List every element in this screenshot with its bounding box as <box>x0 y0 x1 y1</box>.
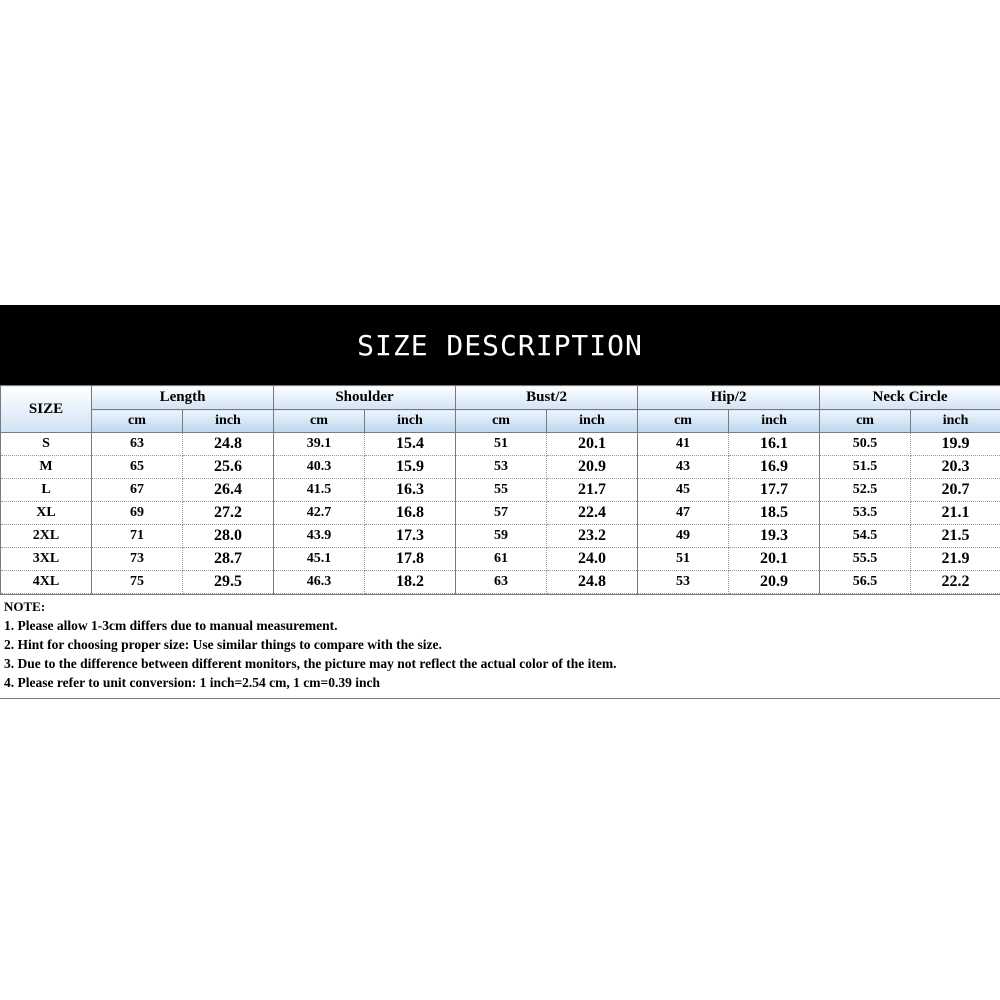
cm-value: 45.1 <box>274 548 365 571</box>
notes-section <box>0 594 1000 699</box>
table-row <box>1 502 1000 525</box>
size-chart <box>0 305 1000 699</box>
inch-value: 16.1 <box>729 433 820 456</box>
table-row <box>1 456 1000 479</box>
cm-value: 47 <box>638 502 729 525</box>
unit-header: inch <box>547 410 638 433</box>
unit-header: inch <box>729 410 820 433</box>
inch-value: 21.1 <box>911 502 1000 525</box>
cm-value: 55.5 <box>820 548 911 571</box>
measurement-header: Neck Circle <box>820 386 1000 410</box>
inch-value: 18.2 <box>365 571 456 594</box>
unit-header: cm <box>820 410 911 433</box>
inch-value: 21.5 <box>911 525 1000 548</box>
cm-value: 39.1 <box>274 433 365 456</box>
chart-title: SIZE DESCRIPTION <box>0 305 1000 385</box>
measurement-header: Bust/2 <box>456 386 638 410</box>
inch-value: 17.7 <box>729 479 820 502</box>
inch-value: 20.7 <box>911 479 1000 502</box>
cm-value: 67 <box>92 479 183 502</box>
cm-value: 65 <box>92 456 183 479</box>
inch-value: 16.8 <box>365 502 456 525</box>
inch-value: 19.9 <box>911 433 1000 456</box>
size-column-header: SIZE <box>1 386 92 433</box>
size-label: S <box>1 433 92 456</box>
inch-value: 24.8 <box>183 433 274 456</box>
cm-value: 50.5 <box>820 433 911 456</box>
measurement-header: Hip/2 <box>638 386 820 410</box>
table-row <box>1 525 1000 548</box>
size-label: 3XL <box>1 548 92 571</box>
inch-value: 20.3 <box>911 456 1000 479</box>
size-label: XL <box>1 502 92 525</box>
note-line: 3. Due to the difference between different monitors, the picture may not reflect the actual color of the item. <box>4 656 617 671</box>
inch-value: 22.2 <box>911 571 1000 594</box>
cm-value: 42.7 <box>274 502 365 525</box>
table-row <box>1 548 1000 571</box>
cm-value: 53.5 <box>820 502 911 525</box>
cm-value: 56.5 <box>820 571 911 594</box>
note-line: 1. Please allow 1-3cm differs due to manual measurement. <box>4 618 338 633</box>
cm-value: 63 <box>92 433 183 456</box>
inch-value: 21.9 <box>911 548 1000 571</box>
cm-value: 49 <box>638 525 729 548</box>
cm-value: 57 <box>456 502 547 525</box>
size-label: 2XL <box>1 525 92 548</box>
cm-value: 52.5 <box>820 479 911 502</box>
inch-value: 18.5 <box>729 502 820 525</box>
unit-header: cm <box>638 410 729 433</box>
inch-value: 25.6 <box>183 456 274 479</box>
size-table <box>0 385 1000 594</box>
unit-header: inch <box>365 410 456 433</box>
cm-value: 55 <box>456 479 547 502</box>
cm-value: 51.5 <box>820 456 911 479</box>
cm-value: 71 <box>92 525 183 548</box>
inch-value: 16.3 <box>365 479 456 502</box>
inch-value: 20.1 <box>547 433 638 456</box>
inch-value: 23.2 <box>547 525 638 548</box>
size-label: 4XL <box>1 571 92 594</box>
table-row <box>1 571 1000 594</box>
size-table-body <box>1 433 1000 594</box>
inch-value: 24.0 <box>547 548 638 571</box>
inch-value: 22.4 <box>547 502 638 525</box>
inch-value: 16.9 <box>729 456 820 479</box>
measurement-header: Length <box>92 386 274 410</box>
unit-header: cm <box>274 410 365 433</box>
inch-value: 20.1 <box>729 548 820 571</box>
size-label: L <box>1 479 92 502</box>
inch-value: 20.9 <box>729 571 820 594</box>
inch-value: 20.9 <box>547 456 638 479</box>
cm-value: 41.5 <box>274 479 365 502</box>
inch-value: 26.4 <box>183 479 274 502</box>
unit-header: inch <box>183 410 274 433</box>
note-line: 4. Please refer to unit conversion: 1 inch=2.54 cm, 1 cm=0.39 inch <box>4 675 380 690</box>
cm-value: 53 <box>638 571 729 594</box>
unit-header-row <box>1 410 1000 433</box>
cm-value: 51 <box>456 433 547 456</box>
cm-value: 40.3 <box>274 456 365 479</box>
inch-value: 17.8 <box>365 548 456 571</box>
measurement-header-row <box>1 386 1000 410</box>
inch-value: 21.7 <box>547 479 638 502</box>
cm-value: 61 <box>456 548 547 571</box>
inch-value: 27.2 <box>183 502 274 525</box>
cm-value: 45 <box>638 479 729 502</box>
note-line: 2. Hint for choosing proper size: Use similar things to compare with the size. <box>4 637 442 652</box>
cm-value: 51 <box>638 548 729 571</box>
inch-value: 29.5 <box>183 571 274 594</box>
inch-value: 24.8 <box>547 571 638 594</box>
table-row <box>1 479 1000 502</box>
measurement-header: Shoulder <box>274 386 456 410</box>
cm-value: 75 <box>92 571 183 594</box>
cm-value: 54.5 <box>820 525 911 548</box>
cm-value: 59 <box>456 525 547 548</box>
table-row <box>1 433 1000 456</box>
cm-value: 46.3 <box>274 571 365 594</box>
cm-value: 41 <box>638 433 729 456</box>
inch-value: 17.3 <box>365 525 456 548</box>
cm-value: 43 <box>638 456 729 479</box>
cm-value: 69 <box>92 502 183 525</box>
cm-value: 63 <box>456 571 547 594</box>
notes-title: NOTE: <box>4 599 46 614</box>
inch-value: 15.4 <box>365 433 456 456</box>
cm-value: 73 <box>92 548 183 571</box>
cm-value: 43.9 <box>274 525 365 548</box>
inch-value: 15.9 <box>365 456 456 479</box>
inch-value: 28.7 <box>183 548 274 571</box>
unit-header: inch <box>911 410 1000 433</box>
unit-header: cm <box>92 410 183 433</box>
size-label: M <box>1 456 92 479</box>
inch-value: 19.3 <box>729 525 820 548</box>
cm-value: 53 <box>456 456 547 479</box>
unit-header: cm <box>456 410 547 433</box>
inch-value: 28.0 <box>183 525 274 548</box>
